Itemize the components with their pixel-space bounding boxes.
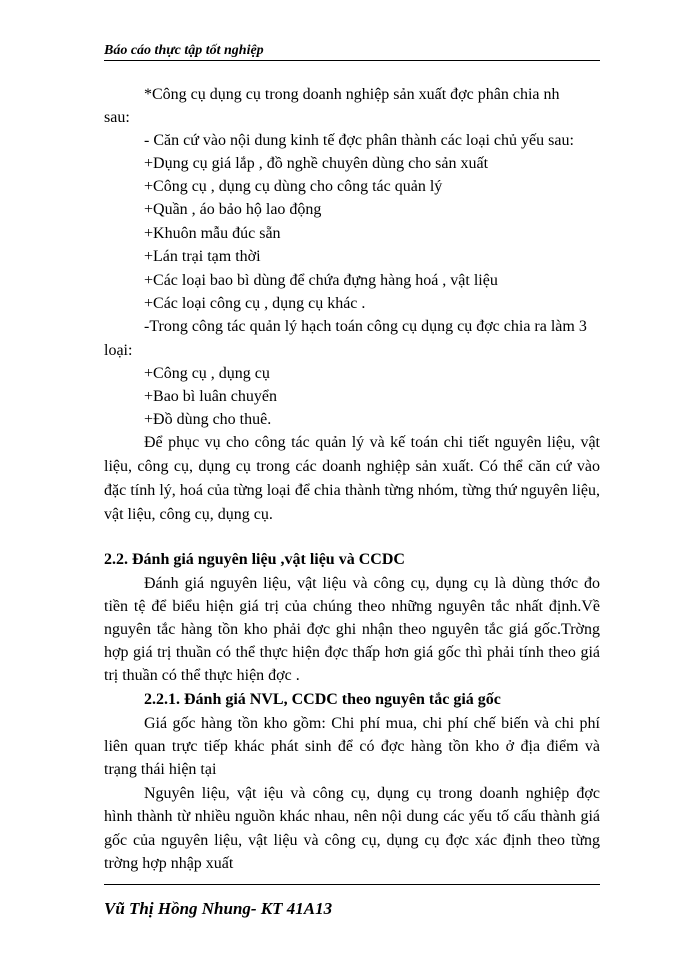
list-item: +Các loại công cụ , dụng cụ khác . xyxy=(144,295,366,312)
paragraph-line: loại: xyxy=(104,342,133,359)
footer-rule xyxy=(104,884,600,885)
subsection-heading: 2.2.1. Đánh giá NVL, CCDC theo nguyên tắc giá gốc xyxy=(144,691,501,708)
section-heading: 2.2. Đánh giá nguyên liệu ,vật liệu và CCDC xyxy=(104,551,405,568)
paragraph-line: gốc của nguyên liệu, vật liệu và công cụ, dụng cụ đợc xác định theo từng xyxy=(104,832,600,849)
list-item: +Dụng cụ giá lắp , đồ nghề chuyên dùng cho sản xuất xyxy=(144,155,489,172)
paragraph-line: hình thành từ nhiều nguồn khác nhau, nên nội dung các yếu tố cấu thành giá xyxy=(104,808,600,825)
list-item: +Lán trại tạm thời xyxy=(144,248,261,265)
paragraph-line: vật liệu, công cụ, dụng cụ. xyxy=(104,506,273,523)
paragraph-line: liên quan trực tiếp khác phát sinh để có đợc hàng tồn kho ở địa điểm và xyxy=(104,738,600,755)
list-item: +Các loại bao bì dùng để chứa đựng hàng hoá , vật liệu xyxy=(144,272,498,289)
list-item: +Quần , áo bảo hộ lao động xyxy=(144,201,322,218)
paragraph-line: trị thuần có thể thực hiện đợc . xyxy=(104,667,300,684)
paragraph-line: *Công cụ dụng cụ trong doanh nghiệp sản xuất đợc phân chia nh xyxy=(144,86,560,103)
paragraph-line: Nguyên liệu, vật iệu và công cụ, dụng cụ trong doanh nghiệp đợc xyxy=(144,785,600,802)
paragraph-line: nguyên tắc hàng tồn kho phải đợc ghi nhận theo nguyên tắc giá gốc.Trờng xyxy=(104,621,600,638)
paragraph-line: đặc tính lý, hoá của từng loại để chia thành từng nhóm, từng thứ nguyên liệu, xyxy=(104,482,600,499)
paragraph-line: Đánh giá nguyên liệu, vật liệu và công cụ, dụng cụ là dùng thớc đo xyxy=(144,575,600,592)
list-item: +Đồ dùng cho thuê. xyxy=(144,411,272,428)
paragraph-line: - Căn cứ vào nội dung kinh tế đợc phân thành các loại chủ yếu sau: xyxy=(144,132,574,149)
paragraph-line: liệu, công cụ, dụng cụ trong các doanh nghiệp sản xuất. Có thể căn cứ vào xyxy=(104,458,600,475)
paragraph-line: Giá gốc hàng tồn kho gồm: Chi phí mua, chi phí chế biến và chi phí xyxy=(144,715,600,732)
list-item: +Khuôn mẫu đúc sẵn xyxy=(144,225,281,242)
paragraph-line: sau: xyxy=(104,109,130,126)
header-rule xyxy=(104,60,600,61)
paragraph-line: hợp giá trị thuần có thể thực hiện đợc thấp hơn giá gốc thì phải tính theo giá xyxy=(104,644,600,661)
page-header: Báo cáo thực tập tốt nghiệp xyxy=(104,43,264,58)
list-item: +Công cụ , dụng cụ dùng cho công tác quản lý xyxy=(144,178,443,195)
paragraph-line: -Trong công tác quản lý hạch toán công cụ dụng cụ đợc chia ra làm 3 xyxy=(144,318,587,335)
page-footer: Vũ Thị Hồng Nhung- KT 41A13 xyxy=(104,899,333,918)
list-item: +Bao bì luân chuyển xyxy=(144,388,277,405)
paragraph-line: Để phục vụ cho công tác quản lý và kế toán chi tiết nguyên liệu, vật xyxy=(144,434,600,451)
paragraph-line: tiền tệ để biểu hiện giá trị của chúng theo những nguyên tắc nhất định.Về xyxy=(104,598,600,615)
paragraph-line: trờng hợp nhập xuất xyxy=(104,855,234,872)
paragraph-line: trạng thái hiện tại xyxy=(104,761,217,778)
list-item: +Công cụ , dụng cụ xyxy=(144,365,270,382)
